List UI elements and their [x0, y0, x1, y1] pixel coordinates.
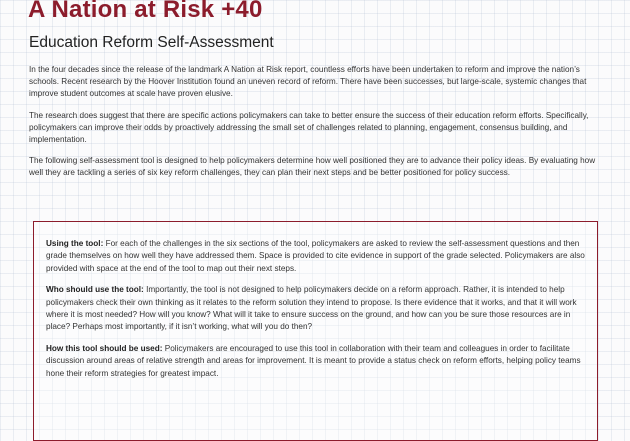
using-the-tool-paragraph [46, 238, 586, 275]
intro-paragraph: The research does suggest that there are specific actions policymakers can take to better ensure the success of their education reform efforts. Specifically, policymakers can improve their odds by proactively addressing the small set of challenges related to planning, engagement, consensus building, and implementation. [29, 110, 589, 145]
intro-section [29, 64, 609, 189]
page-subtitle: Education Reform Self-Assessment [29, 34, 274, 51]
instructions-content [46, 238, 586, 389]
who-should-use-paragraph [46, 284, 586, 334]
intro-paragraph: In the four decades since the release of the landmark A Nation at Risk report, countless efforts have been undertaken to reform and improve the nation’s schools. Recent research by the Hoover Institution found an uneven record of reform. There have been successes, but large-scale, systemic changes that improve student outcomes at scale have proven elusive. [29, 65, 587, 99]
who-should-use-label: Who should use the tool: [46, 285, 144, 295]
using-the-tool-label: Using the tool: [46, 239, 104, 248]
page-title: A Nation at Risk +40 [28, 0, 263, 23]
how-to-use-label: How this tool should be used: [46, 343, 163, 353]
using-the-tool-text: For each of the challenges in the six sections of the tool, policymakers are asked to review the self-assessment questions and then grade themselves on how well they have addressed them. Space is provided to cite evidence in support of the grade selected. Policymakers are also provided with space at the end of the tool to map out their next steps. [46, 239, 585, 273]
how-to-use-paragraph [46, 343, 586, 380]
how-to-use-text: Policymakers are encouraged to use this tool in collaboration with their team and colleagues in order to facilitate discussion around areas of relative strength and areas for improvement. It is meant to provide a status check on reform efforts, helping policy teams hone their reform strategies for greatest impact. [46, 343, 581, 378]
intro-paragraph: The following self-assessment tool is designed to help policymakers determine how well positioned they are to advance their policy ideas. By evaluating how well they are tackling a series of six key reform challenges, they can plan their next steps and be better positioned for policy success. [29, 156, 596, 178]
who-should-use-text: Importantly, the tool is not designed to help policymakers decide on a reform approach. Rather, it is intended to help policymakers check their own thinking as it relates to the reform solution they intend to propose. Is there evidence that it works, and that it will work where it is most needed? How will you know? What will it take to ensure success on the ground, and how can you be sure those resources are in place? Perhaps most importantly, if it isn’t working, what will you do then? [46, 285, 577, 332]
